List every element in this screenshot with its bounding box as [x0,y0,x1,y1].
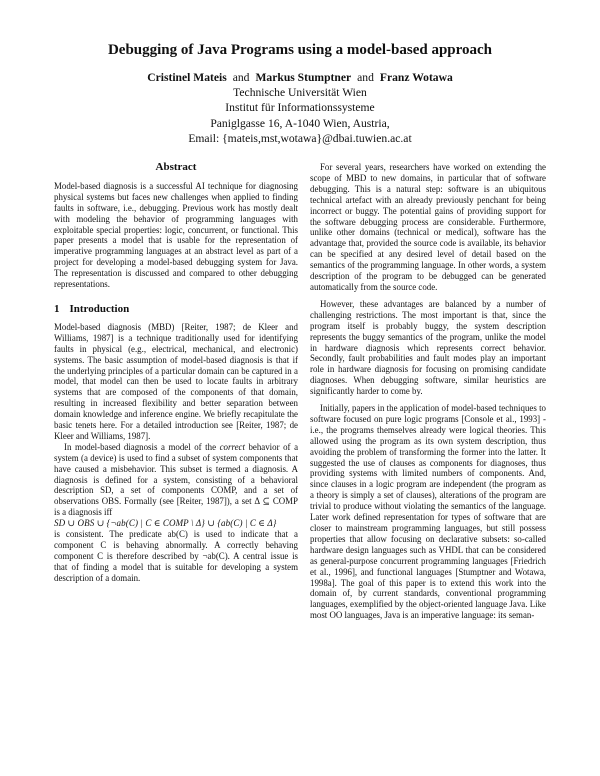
affiliation-university: Technische Universität Wien [233,86,367,100]
author-name: Cristinel Mateis [147,71,227,84]
abstract-heading: Abstract [155,161,197,173]
author-conjunction: and [232,71,250,84]
affiliation-institute: Institut für Informationssysteme [225,101,375,115]
intro-paragraph-1: Model-based diagnosis (MBD) [Reiter, 1987; de Kleer and Williams, 1987] is a technique traditionally used for identifying faults in physical (e.g., electrical, mechanical, and electronic) systems. The basic assumption of model-based diagnosis is that if the underlying principles of a particular domain can be captured in a model, that model can then be used to locate faults in arbitrary systems that are composed of the components of that domain, resulting in increased flexibility and better separation between domain knowledge and inference engine. We briefly recapitulate the basic tenets here. For a detailed introduction see [Reiter, 1987; de Kleer and Williams, 1987]. [54,321,298,441]
intro-paragraph-2 [54,442,298,518]
left-column [54,162,298,584]
author-conjunction: and [357,71,374,84]
paper-title: Debugging of Java Programs using a model-based approach [107,42,493,58]
abstract-text: Model-based diagnosis is a successful AI technique for diagnosing physical systems but faces new challenges when applied to finding faults in software, i.e., debugging. Previous work has mostly dealt with modeling the behavior of programming languages with exploitable special properties: logic, concurrent, or functional. This paper presents a model that is usable for the representation of imperative programming languages at an abstract level as part of a project for developing a model-based debugging system for Java. The representation is discussed and compared to other debugging representations. [54,180,298,290]
affiliation-email: Email: {mateis,mst,wotawa}@dbai.tuwien.ac.at [188,131,412,145]
diagnosis-formula: SD ∪ OBS ∪ {¬ab(C) | C ∈ COMP \ Δ} ∪ {ab(C) | C ∈ Δ} [54,518,277,529]
intro-paragraph-2-part-a: In model-based diagnosis a model of the [64,441,220,452]
right-column [310,162,546,621]
author-name: Markus Stumptner [255,71,352,84]
section-number: 1 [54,302,60,315]
right-paragraph-3: Initially, papers in the application of model-based techniques to software focused on pure logic programs [Console et al., 1993] - i.e., the programs themselves already were logical theories. This allowed using the program as its own system description, thus avoiding the problem of transforming the former into the latter. It suggested the use of clauses as components for diagnoses, thus providing systems with limited numbers of components. And, since clauses in a logic program are independent (the program as a theory is simply a set of clauses), alterations of the program are trivial to produce without violating the semantics of the language. Later work defined representation for types of software that are closer to mainstream programming languages, but still possess properties that allow focusing on declarative subsets: so-called hardware design languages such as VHDL that can be considered as general-purpose concurrent programming languages [Friedrich et al., 1996], and functional languages [Stumptner and Wotawa, 1998a]. The goal of this paper is to extend this work into the domain of, by current standards, conventional programming languages, exemplified by the object-oriented language Java. Like most OO languages, Java is an imperative language: its seman- [310,403,546,621]
intro-paragraph-3: is consistent. The predicate ab(C) is used to indicate that a component C is behaving abnormally. A correctly behaving component C is therefore described by ¬ab(C). A central issue is that of finding a model that is suitable for developing a system description of a domain. [54,529,298,583]
section-title: Introduction [69,302,130,315]
affiliation-address: Paniglgasse 16, A-1040 Wien, Austria, [210,116,390,130]
emphasis-correct: correct [219,441,245,452]
author-name: Franz Wotawa [379,71,453,84]
author-names [0,70,600,85]
right-paragraph-1: For several years, researchers have worked on extending the scope of MBD to new domains, in particular that of software debugging. This is a natural step: software is an ubiquitous technical artefact with an already previously penchant for being incorrect or buggy. The potential gains of providing support for the software debugging process are considerable. Furthermore, unlike other domains (technical or medical), software has the advantage that, provided the source code is available, its behavior can be specified at any desired level of detail based on the semantics of the programming language. In other words, a system description of the program to be debugged can be generated automatically from the source code. [310,162,546,292]
right-paragraph-2: However, these advantages are balanced by a number of challenging restrictions. The most important is that, since the program itself is probably buggy, the system description represents the buggy semantics of the program, unlike the model in hardware diagnosis which represents correct behavior. Secondly, fault probabilities and fault modes play an important role in hardware diagnosis for focusing on promising candidate diagnoses. When debugging software, similar heuristics are significantly harder to come by. [310,298,546,397]
author-block [0,70,600,146]
section-heading-introduction [54,304,298,315]
intro-paragraph-2-part-b: behavior of a system (a device) is used to find a subset of system components that have caused a misbehavior. This subset is termed a diagnosis. A diagnosis is defined for a system, consisting of a behavioral description SD, a set of components COMP, and a set of observations OBS. Formally (see [Reiter, 1987]), a set Δ ⊆ COMP is a diagnosis iff [54,441,299,518]
